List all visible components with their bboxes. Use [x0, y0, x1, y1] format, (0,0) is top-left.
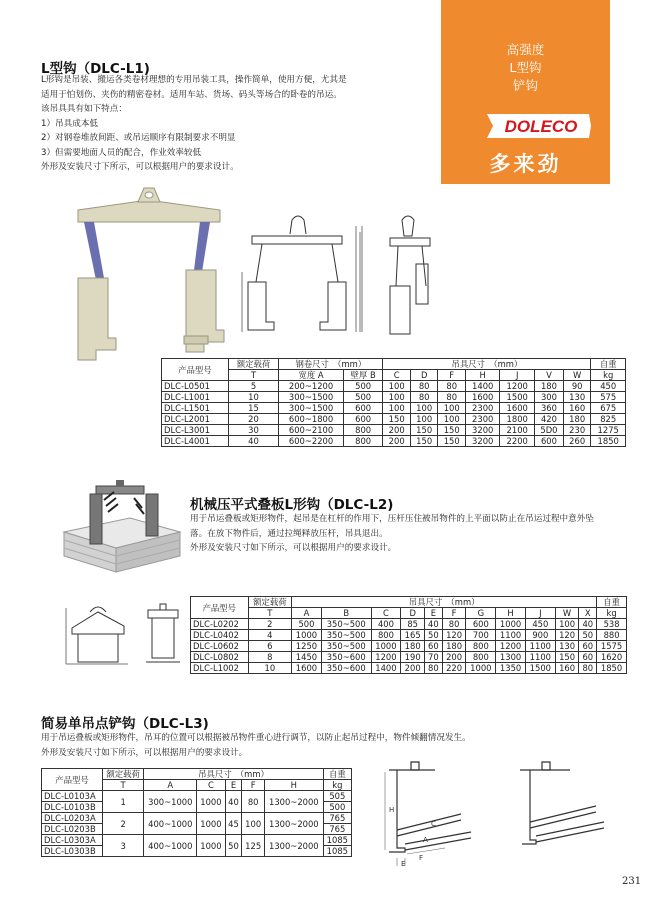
table-cell: 825 — [591, 414, 626, 425]
table-cell: 190 — [401, 652, 425, 663]
table-header: A — [292, 608, 322, 619]
model-cell: DLC-L0203B — [42, 824, 103, 835]
value-cell: 1300~2000 — [264, 835, 323, 857]
table-header: J — [525, 608, 555, 619]
table-header: D — [410, 370, 438, 381]
table-cell: 4 — [248, 630, 292, 641]
section-title-l1: L型钩（DLC-L1) — [41, 61, 150, 77]
model-cell: DLC-L0303B — [42, 846, 103, 857]
table-header: 产品型号 — [42, 769, 103, 791]
fork-hook-dimension-drawing — [375, 760, 480, 870]
brand-tag: 铲钩 — [512, 78, 538, 93]
model-cell: DLC-L0802 — [191, 652, 249, 663]
table-cell: 350~600 — [321, 652, 371, 663]
table-cell: 1850 — [591, 436, 626, 447]
table-cell: 150 — [383, 414, 411, 425]
table-cell: 8 — [248, 652, 292, 663]
table-header: 宽度 A — [279, 370, 344, 381]
table-cell: 60 — [579, 641, 597, 652]
table-cell: 1300 — [496, 652, 526, 663]
text-line: 外形及安装尺寸如下所示，可以根据用户的要求设计。 — [41, 747, 248, 758]
table-cell: 30 — [228, 425, 278, 436]
table-cell: 200~1200 — [279, 381, 344, 392]
table-cell: 150 — [438, 436, 466, 447]
table-cell: 60 — [579, 652, 597, 663]
spec-table-l2 — [190, 596, 627, 674]
table-cell: 1400 — [465, 381, 500, 392]
table-cell: 500 — [343, 381, 383, 392]
spec-table-l1 — [161, 358, 626, 447]
table-header: C — [383, 370, 411, 381]
table-header: H — [496, 608, 526, 619]
table-cell: 80 — [425, 663, 443, 674]
table-cell: 200 — [442, 652, 466, 663]
table-header: kg — [597, 608, 627, 619]
value-cell: 80 — [242, 791, 265, 813]
table-cell: 80 — [410, 381, 438, 392]
dimension-label: C — [431, 820, 436, 828]
text-line: 用于吊运叠板或矩形物件，起吊是在杠杆的作用下，压杆压住被吊物件的上平面以防止在吊运过程中意外坠 — [190, 514, 594, 524]
text-line: 该吊具具有如下特点： — [41, 104, 127, 114]
plate-hook-front-drawing — [138, 600, 188, 668]
table-cell: 2100 — [500, 425, 535, 436]
table-cell: 500 — [343, 392, 383, 403]
table-cell: 1400 — [371, 663, 401, 674]
table-cell: 800 — [466, 652, 496, 663]
value-cell: 40 — [225, 791, 242, 813]
table-cell: 120 — [555, 630, 579, 641]
table-row — [162, 392, 626, 403]
table-cell: 2 — [248, 619, 292, 630]
weight-cell: 765 — [323, 813, 351, 824]
text-line: 用于吊运叠板或矩形物件，吊耳的位置可以根据被吊物件重心进行调节，以防止起吊过程中，物件倾翻情况发生。 — [41, 733, 471, 743]
table-cell: 160 — [563, 403, 591, 414]
table-cell: 180 — [563, 414, 591, 425]
model-cell: DLC-L0602 — [191, 641, 249, 652]
table-cell: 100 — [438, 414, 466, 425]
table-cell: 800 — [371, 630, 401, 641]
table-cell: 300 — [534, 392, 563, 403]
model-cell: DLC-L0501 — [162, 381, 229, 392]
table-cell: 800 — [343, 425, 383, 436]
table-cell: 260 — [563, 436, 591, 447]
table-header: 壁厚 B — [343, 370, 383, 381]
table-cell: 350~500 — [321, 641, 371, 652]
page-number: 231 — [622, 876, 642, 887]
value-cell: 1300~2000 — [264, 791, 323, 813]
fork-hook-perspective-drawing — [500, 760, 615, 860]
table-cell: 2300 — [465, 414, 500, 425]
table-cell: 100 — [383, 381, 411, 392]
table-cell: 130 — [555, 641, 579, 652]
table-cell: 90 — [563, 381, 591, 392]
load-cell: 1 — [102, 791, 143, 813]
table-row — [191, 619, 627, 630]
table-header: 吊具尺寸 （mm） — [383, 359, 591, 370]
table-cell: 130 — [563, 392, 591, 403]
table-header: E — [225, 780, 242, 791]
table-header: 产品型号 — [162, 359, 229, 381]
table-row — [162, 425, 626, 436]
load-cell: 3 — [102, 835, 143, 857]
table-cell: 150 — [438, 425, 466, 436]
table-header: kg — [323, 780, 351, 791]
table-cell: 1575 — [597, 641, 627, 652]
table-header: B — [321, 608, 371, 619]
table-cell: 350~500 — [321, 619, 371, 630]
text-line: 外形及安装尺寸如下所示，可以根据用户的要求设计。 — [190, 543, 397, 553]
table-cell: 1200 — [500, 381, 535, 392]
table-cell: 800 — [466, 641, 496, 652]
table-cell: 900 — [525, 630, 555, 641]
table-header: X — [579, 608, 597, 619]
text-line: 外形及安装尺寸下所示，可以根据用户的要求设计。 — [41, 162, 239, 172]
table-header: T — [102, 780, 143, 791]
table-row — [162, 381, 626, 392]
table-cell: 150 — [410, 436, 438, 447]
table-cell: 6 — [248, 641, 292, 652]
weight-cell: 765 — [323, 824, 351, 835]
dimension-label: H — [389, 806, 395, 814]
table-cell: 2300 — [465, 403, 500, 414]
table-header: H — [264, 780, 323, 791]
table-cell: 1200 — [371, 652, 401, 663]
table-cell: 180 — [442, 641, 466, 652]
table-cell: 50 — [425, 630, 443, 641]
table-cell: 180 — [401, 641, 425, 652]
table-cell: 85 — [401, 619, 425, 630]
table-cell: 10 — [248, 663, 292, 674]
table-header: A — [144, 780, 197, 791]
table-header: C — [197, 780, 225, 791]
table-row — [162, 403, 626, 414]
section-description-l3 — [41, 731, 471, 760]
table-header: T — [228, 370, 278, 381]
table-cell: 600 — [343, 414, 383, 425]
value-cell: 400~1000 — [144, 813, 197, 835]
table-cell: 675 — [591, 403, 626, 414]
table-cell: 100 — [410, 403, 438, 414]
table-header: 吊具尺寸 （mm） — [144, 769, 323, 780]
table-cell: 1100 — [496, 630, 526, 641]
table-cell: 1100 — [525, 641, 555, 652]
table-cell: 800 — [343, 436, 383, 447]
table-cell: 100 — [555, 619, 579, 630]
value-cell: 1000 — [197, 791, 225, 813]
table-cell: 100 — [438, 403, 466, 414]
table-cell: 200 — [383, 436, 411, 447]
table-cell: 60 — [425, 641, 443, 652]
text-line: 1）吊具成本低 — [41, 118, 99, 129]
table-cell: 80 — [579, 663, 597, 674]
table-header: 自重 — [597, 597, 627, 608]
table-cell: 100 — [383, 403, 411, 414]
plate-hook-side-drawing — [62, 598, 134, 670]
table-row — [191, 630, 627, 641]
table-cell: 1000 — [292, 630, 322, 641]
table-cell: 1200 — [496, 641, 526, 652]
table-cell: 575 — [591, 392, 626, 403]
value-cell: 400~1000 — [144, 835, 197, 857]
text-line: 适用于怕划伤、夹伤的精密卷材。适用车站、货场、码头等场合的卧卷的吊运。 — [41, 89, 342, 100]
weight-cell: 1085 — [323, 835, 351, 846]
table-cell: 880 — [597, 630, 627, 641]
table-cell: 350~600 — [321, 663, 371, 674]
table-cell: 230 — [563, 425, 591, 436]
model-cell: DLC-L0103B — [42, 802, 103, 813]
table-cell: 1275 — [591, 425, 626, 436]
table-cell: 400 — [371, 619, 401, 630]
table-cell: 600 — [466, 619, 496, 630]
spec-table-l3 — [41, 768, 352, 857]
table-cell: 5 — [228, 381, 278, 392]
section-title-l2: 机械压平式叠板L形钩（DLC-L2) — [190, 497, 394, 513]
table-header: D — [401, 608, 425, 619]
table-cell: 40 — [579, 619, 597, 630]
table-header: kg — [591, 370, 626, 381]
dimension-label: A — [423, 836, 428, 844]
table-header: T — [248, 608, 292, 619]
section-title-l3: 简易单吊点铲钩（DLC-L3) — [41, 716, 209, 732]
brand-tag: 高强度 — [506, 42, 545, 57]
table-header: H — [465, 370, 500, 381]
text-line: 3）但需要地面人员的配合，作业效率较低 — [41, 147, 202, 158]
l-hook-side-drawing — [350, 212, 440, 342]
table-header: 产品型号 — [191, 597, 249, 619]
table-cell: 1100 — [525, 652, 555, 663]
table-cell: 2200 — [500, 436, 535, 447]
table-cell: 1250 — [292, 641, 322, 652]
table-cell: 1600 — [465, 392, 500, 403]
table-header: 自重 — [591, 359, 626, 370]
value-cell: 45 — [225, 813, 242, 835]
text-line: 落。在放下物件后，通过拉绳释放压杆，吊具退出。 — [190, 528, 388, 539]
table-cell: 100 — [383, 392, 411, 403]
value-cell: 1000 — [197, 813, 225, 835]
table-cell: 1000 — [466, 663, 496, 674]
table-cell: 1850 — [597, 663, 627, 674]
load-cell: 2 — [102, 813, 143, 835]
value-cell: 1000 — [197, 835, 225, 857]
table-header: F — [438, 370, 466, 381]
table-cell: 200 — [383, 425, 411, 436]
table-cell: 1800 — [500, 414, 535, 425]
table-cell: 450 — [591, 381, 626, 392]
table-cell: 420 — [534, 414, 563, 425]
table-cell: 1600 — [500, 403, 535, 414]
table-cell: 1450 — [292, 652, 322, 663]
table-header: G — [466, 608, 496, 619]
table-cell: 150 — [410, 425, 438, 436]
table-cell: 1000 — [496, 619, 526, 630]
model-cell: DLC-L0202 — [191, 619, 249, 630]
section-description-l1 — [41, 73, 347, 175]
table-cell: 40 — [228, 436, 278, 447]
table-cell: 1500 — [525, 663, 555, 674]
table-cell: 15 — [228, 403, 278, 414]
table-cell: 3200 — [465, 425, 500, 436]
table-header: C — [371, 608, 401, 619]
doleco-logo — [485, 112, 593, 140]
spec-table-l1-body — [162, 381, 626, 447]
table-cell: 360 — [534, 403, 563, 414]
text-line: 2）对钢卷堆放间距、或吊运顺序有限制要求不明显 — [41, 133, 236, 143]
table-cell: 40 — [425, 619, 443, 630]
table-cell: 1500 — [500, 392, 535, 403]
table-cell: 300~1500 — [279, 403, 344, 414]
table-cell: 150 — [555, 652, 579, 663]
model-cell: DLC-L4001 — [162, 436, 229, 447]
table-header: W — [563, 370, 591, 381]
table-header: F — [242, 780, 265, 791]
model-cell: DLC-L0303A — [42, 835, 103, 846]
text-line: L形钩是吊装、搬运各类卷材理想的专用吊装工具，操作简单，使用方便，尤其是 — [41, 75, 347, 85]
table-header: F — [442, 608, 466, 619]
table-cell: 1600 — [292, 663, 322, 674]
spec-table-l2-body — [191, 619, 627, 674]
model-cell: DLC-L3001 — [162, 425, 229, 436]
table-cell: 180 — [534, 381, 563, 392]
table-cell: 600~2100 — [279, 425, 344, 436]
table-header: W — [555, 608, 579, 619]
table-header: J — [500, 370, 535, 381]
table-cell: 1350 — [496, 663, 526, 674]
table-cell: 300~1500 — [279, 392, 344, 403]
table-cell: 50 — [579, 630, 597, 641]
table-header: 吊具尺寸 （mm） — [292, 597, 597, 608]
table-cell: 600 — [534, 436, 563, 447]
table-cell: 165 — [401, 630, 425, 641]
table-cell: 700 — [466, 630, 496, 641]
value-cell: 125 — [242, 835, 265, 857]
table-cell: 1000 — [371, 641, 401, 652]
table-cell: 120 — [442, 630, 466, 641]
table-header: 额定载荷 — [248, 597, 292, 608]
table-cell: 10 — [228, 392, 278, 403]
table-header: 自重 — [323, 769, 351, 780]
table-row — [191, 641, 627, 652]
table-cell: 80 — [410, 392, 438, 403]
model-cell: DLC-L1501 — [162, 403, 229, 414]
plate-hook-illustration — [60, 480, 185, 575]
dimension-label: F — [419, 854, 424, 862]
table-cell: 5D0 — [534, 425, 563, 436]
table-cell: 80 — [438, 392, 466, 403]
brand-tag: L型钩 — [509, 60, 542, 75]
table-cell: 600~2200 — [279, 436, 344, 447]
value-cell: 100 — [242, 813, 265, 835]
table-header: V — [534, 370, 563, 381]
table-cell: 20 — [228, 414, 278, 425]
model-cell: DLC-L1002 — [191, 663, 249, 674]
section-description-l2 — [190, 512, 594, 556]
table-header: E — [425, 608, 443, 619]
table-header: 钢卷尺寸 （mm） — [279, 359, 383, 370]
table-cell: 1620 — [597, 652, 627, 663]
table-header: 额定载荷 — [102, 769, 143, 780]
weight-cell: 500 — [323, 802, 351, 813]
dimension-label: E — [401, 860, 406, 868]
table-row — [162, 436, 626, 447]
table-cell: 200 — [401, 663, 425, 674]
l-hook-front-drawing — [238, 212, 368, 337]
table-cell: 600 — [343, 403, 383, 414]
value-cell: 1300~2000 — [264, 813, 323, 835]
table-cell: 80 — [442, 619, 466, 630]
table-cell: 450 — [525, 619, 555, 630]
brand-chinese-name: 多来劲 — [489, 152, 562, 176]
table-row — [162, 414, 626, 425]
model-cell: DLC-L0103A — [42, 791, 103, 802]
model-cell: DLC-L0402 — [191, 630, 249, 641]
table-cell: 500 — [292, 619, 322, 630]
model-cell: DLC-L0203A — [42, 813, 103, 824]
value-cell: 50 — [225, 835, 242, 857]
table-row — [191, 663, 627, 674]
table-cell: 100 — [410, 414, 438, 425]
model-cell: DLC-L1001 — [162, 392, 229, 403]
table-cell: 80 — [438, 381, 466, 392]
logo-text: DOLECO — [504, 117, 578, 136]
table-cell: 3200 — [465, 436, 500, 447]
weight-cell: 1085 — [323, 846, 351, 857]
weight-cell: 505 — [323, 791, 351, 802]
brand-panel — [441, 0, 610, 184]
table-cell: 350~500 — [321, 630, 371, 641]
table-cell: 538 — [597, 619, 627, 630]
table-header: 额定载荷 — [228, 359, 278, 370]
table-cell: 600~1800 — [279, 414, 344, 425]
table-cell: 220 — [442, 663, 466, 674]
table-row — [191, 652, 627, 663]
l-hook-illustration — [60, 188, 240, 378]
table-cell: 70 — [425, 652, 443, 663]
table-cell: 160 — [555, 663, 579, 674]
value-cell: 300~1000 — [144, 791, 197, 813]
model-cell: DLC-L2001 — [162, 414, 229, 425]
